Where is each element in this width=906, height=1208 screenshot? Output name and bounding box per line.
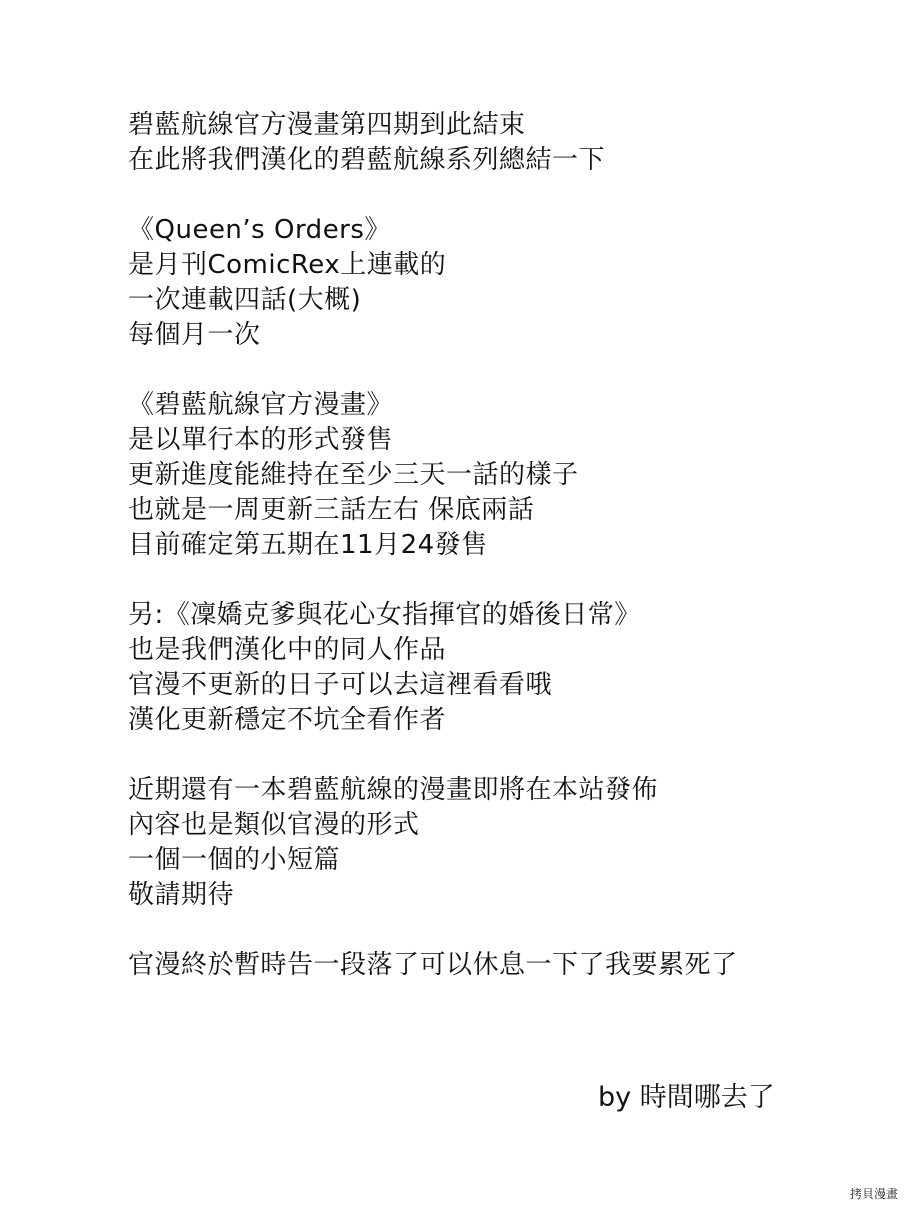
- note-paragraph-1: [128, 108, 848, 178]
- translator-notes: [128, 108, 848, 1018]
- note-paragraph-5: [128, 773, 848, 913]
- note-paragraph-3: [128, 388, 848, 563]
- note-line: 也是我們漢化中的同人作品: [128, 635, 447, 665]
- note-line: 《碧藍航線官方漫畫》: [128, 390, 394, 420]
- note-paragraph-4: [128, 598, 848, 738]
- note-line: 官漫不更新的日子可以去這裡看看哦: [128, 670, 553, 700]
- note-line: 內容也是類似官漫的形式: [128, 810, 420, 840]
- note-line: 在此將我們漢化的碧藍航線系列總結一下: [128, 145, 606, 175]
- note-line: 《Queen’s Orders》: [128, 215, 391, 245]
- note-line: 碧藍航線官方漫畫第四期到此結束: [128, 110, 526, 140]
- note-line: 是月刊ComicRex上連載的: [128, 250, 447, 280]
- note-line: 目前確定第五期在11月24發售: [128, 530, 488, 560]
- watermark: 拷貝漫畫: [849, 1187, 898, 1201]
- note-line: 敬請期待: [128, 880, 235, 910]
- note-line: 更新進度能維持在至少三天一話的樣子: [128, 460, 579, 490]
- note-paragraph-6: [128, 948, 848, 983]
- note-line: 一次連載四話(大概): [128, 285, 362, 315]
- note-line: 官漫終於暫時告一段落了可以休息一下了我要累死了: [128, 950, 738, 980]
- note-line: 也就是一周更新三話左右 保底兩話: [128, 495, 535, 525]
- note-line: 一個一個的小短篇: [128, 845, 341, 875]
- note-line: 每個月一次: [128, 320, 261, 350]
- note-line: 另:《凜嬌克爹與花心女指揮官的婚後日常》: [128, 600, 641, 630]
- note-paragraph-2: [128, 213, 848, 353]
- note-line: 近期還有一本碧藍航線的漫畫即將在本站發佈: [128, 775, 659, 805]
- signature: by 時間哪去了: [598, 1082, 775, 1113]
- note-line: 漢化更新穩定不坑全看作者: [128, 705, 447, 735]
- note-line: 是以單行本的形式發售: [128, 425, 394, 455]
